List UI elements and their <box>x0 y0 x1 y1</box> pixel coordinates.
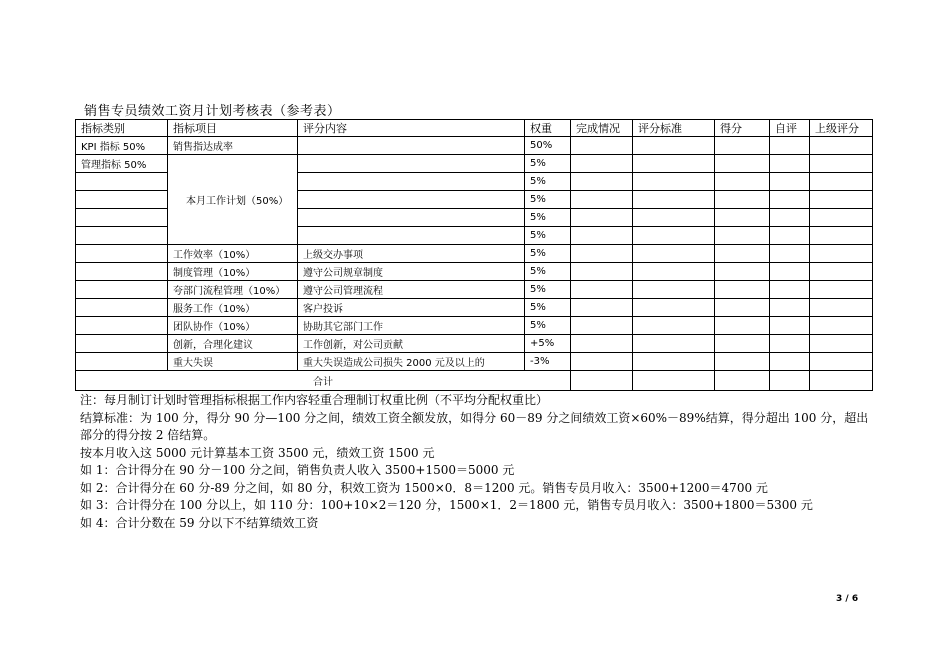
supervisor-score-cell[interactable] <box>810 299 873 317</box>
total-row <box>76 371 873 391</box>
supervisor-score-cell[interactable] <box>810 263 873 281</box>
completion-cell[interactable] <box>571 191 633 209</box>
weight-cell: 5% <box>525 209 571 227</box>
completion-cell[interactable] <box>571 299 633 317</box>
note-line: 如 3：合计得分在 100 分以上，如 110 分：100+10×2＝120 分，1500×1．2＝1800 元，销售专员月收入：3500+1800＝5300 元 <box>80 498 813 512</box>
criteria-cell[interactable] <box>633 137 715 155</box>
note-line: 如 2：合计得分在 60 分-89 分之间，如 80 分，积效工资为 1500×0．8＝1200 元。销售专员月收入：3500+1200＝4700 元 <box>80 480 768 495</box>
self-eval-cell[interactable] <box>770 299 810 317</box>
category-cell <box>76 335 168 353</box>
category-cell: KPI 指标 50% <box>76 137 168 155</box>
self-eval-cell[interactable] <box>770 209 810 227</box>
weight-cell: 5% <box>525 191 571 209</box>
self-eval-cell[interactable] <box>770 155 810 173</box>
category-cell <box>76 209 168 227</box>
score-cell[interactable] <box>715 137 770 155</box>
supervisor-score-cell[interactable] <box>810 317 873 335</box>
header-cell: 指标类别 <box>76 120 168 137</box>
supervisor-score-cell[interactable] <box>810 353 873 371</box>
note-line: 注：每月制订计划时管理指标根据工作内容轻重合理制订权重比例（不平均分配权重比） <box>80 393 549 407</box>
self-eval-cell[interactable] <box>770 371 810 391</box>
content-cell: 遵守公司管理流程 <box>298 281 525 299</box>
table-row <box>76 353 873 371</box>
total-label: 合计 <box>76 371 571 391</box>
criteria-cell[interactable] <box>633 209 715 227</box>
completion-cell[interactable] <box>571 209 633 227</box>
score-cell[interactable] <box>715 155 770 173</box>
category-cell: 管理指标 50% <box>76 155 168 173</box>
content-cell: 上级交办事项 <box>298 245 525 263</box>
supervisor-score-cell[interactable] <box>810 371 873 391</box>
weight-cell: 5% <box>525 227 571 245</box>
header-cell: 自评 <box>770 120 810 137</box>
content-cell <box>298 209 525 227</box>
self-eval-cell[interactable] <box>770 137 810 155</box>
self-eval-cell[interactable] <box>770 335 810 353</box>
score-cell[interactable] <box>715 209 770 227</box>
header-cell: 得分 <box>715 120 770 137</box>
content-cell: 工作创新，对公司贡献 <box>298 335 525 353</box>
content-cell: 客户投诉 <box>298 299 525 317</box>
supervisor-score-cell[interactable] <box>810 155 873 173</box>
weight-cell: 5% <box>525 317 571 335</box>
supervisor-score-cell[interactable] <box>810 137 873 155</box>
supervisor-score-cell[interactable] <box>810 245 873 263</box>
item-cell: 工作效率（10%） <box>168 245 298 263</box>
content-cell <box>298 137 525 155</box>
table-row <box>76 299 873 317</box>
completion-cell[interactable] <box>571 371 633 391</box>
page-number: 3 / 6 <box>836 594 859 604</box>
weight-cell: 5% <box>525 173 571 191</box>
item-cell: 服务工作（10%） <box>168 299 298 317</box>
category-cell <box>76 191 168 209</box>
item-cell: 销售指达成率 <box>168 137 298 155</box>
score-cell[interactable] <box>715 191 770 209</box>
table-row <box>76 317 873 335</box>
criteria-cell[interactable] <box>633 371 715 391</box>
completion-cell[interactable] <box>571 353 633 371</box>
score-cell[interactable] <box>715 281 770 299</box>
score-cell[interactable] <box>715 173 770 191</box>
category-cell <box>76 245 168 263</box>
completion-cell[interactable] <box>571 137 633 155</box>
table-row <box>76 155 873 173</box>
content-cell <box>298 227 525 245</box>
score-cell[interactable] <box>715 335 770 353</box>
completion-cell[interactable] <box>571 155 633 173</box>
category-cell <box>76 173 168 191</box>
completion-cell[interactable] <box>571 335 633 353</box>
supervisor-score-cell[interactable] <box>810 173 873 191</box>
criteria-cell[interactable] <box>633 317 715 335</box>
header-cell: 指标项目 <box>168 120 298 137</box>
self-eval-cell[interactable] <box>770 281 810 299</box>
content-cell <box>298 191 525 209</box>
weight-cell: 5% <box>525 155 571 173</box>
notes-section <box>80 392 880 532</box>
criteria-cell[interactable] <box>633 227 715 245</box>
item-cell-merged: 本月工作计划（50%） <box>168 155 298 245</box>
criteria-cell[interactable] <box>633 299 715 317</box>
completion-cell[interactable] <box>571 227 633 245</box>
score-cell[interactable] <box>715 317 770 335</box>
self-eval-cell[interactable] <box>770 353 810 371</box>
self-eval-cell[interactable] <box>770 263 810 281</box>
score-cell[interactable] <box>715 353 770 371</box>
criteria-cell[interactable] <box>633 281 715 299</box>
self-eval-cell[interactable] <box>770 191 810 209</box>
category-cell <box>76 317 168 335</box>
completion-cell[interactable] <box>571 173 633 191</box>
completion-cell[interactable] <box>571 263 633 281</box>
header-cell: 评分标准 <box>633 120 715 137</box>
supervisor-score-cell[interactable] <box>810 335 873 353</box>
score-cell[interactable] <box>715 299 770 317</box>
note-line: 如 1：合计得分在 90 分－100 分之间，销售负责人收入 3500+1500＝5000 元 <box>80 463 515 477</box>
item-cell: 创新，合理化建议 <box>168 335 298 353</box>
completion-cell[interactable] <box>571 245 633 263</box>
weight-cell: 5% <box>525 299 571 317</box>
weight-cell: -3% <box>525 353 571 371</box>
supervisor-score-cell[interactable] <box>810 227 873 245</box>
item-cell: 夸部门流程管理（10%） <box>168 281 298 299</box>
self-eval-cell[interactable] <box>770 245 810 263</box>
score-cell[interactable] <box>715 263 770 281</box>
criteria-cell[interactable] <box>633 173 715 191</box>
completion-cell[interactable] <box>571 281 633 299</box>
supervisor-score-cell[interactable] <box>810 191 873 209</box>
score-cell[interactable] <box>715 245 770 263</box>
criteria-cell[interactable] <box>633 353 715 371</box>
category-cell <box>76 281 168 299</box>
score-cell[interactable] <box>715 227 770 245</box>
criteria-cell[interactable] <box>633 263 715 281</box>
category-cell <box>76 353 168 371</box>
content-cell: 遵守公司规章制度 <box>298 263 525 281</box>
content-cell <box>298 155 525 173</box>
header-cell: 评分内容 <box>298 120 525 137</box>
criteria-cell[interactable] <box>633 191 715 209</box>
supervisor-score-cell[interactable] <box>810 281 873 299</box>
content-cell: 协助其它部门工作 <box>298 317 525 335</box>
criteria-cell[interactable] <box>633 155 715 173</box>
table-row <box>76 245 873 263</box>
weight-cell: 5% <box>525 263 571 281</box>
category-cell <box>76 227 168 245</box>
score-cell[interactable] <box>715 371 770 391</box>
table-row <box>76 335 873 353</box>
weight-cell: +5% <box>525 335 571 353</box>
criteria-cell[interactable] <box>633 335 715 353</box>
table-row <box>76 281 873 299</box>
note-line: 如 4：合计分数在 59 分以下不结算绩效工资 <box>80 515 319 530</box>
item-cell: 团队协作（10%） <box>168 317 298 335</box>
header-cell: 上级评分 <box>810 120 873 137</box>
weight-cell: 50% <box>525 137 571 155</box>
page-title: 销售专员绩效工资月计划考核表（参考表） <box>84 104 341 119</box>
content-cell <box>298 173 525 191</box>
note-line: 按本月收入这 5000 元计算基本工资 3500 元，绩效工资 1500 元 <box>80 445 435 460</box>
header-cell: 完成情况 <box>571 120 633 137</box>
header-cell: 权重 <box>525 120 571 137</box>
supervisor-score-cell[interactable] <box>810 209 873 227</box>
category-cell <box>76 263 168 281</box>
table-header-row <box>76 120 873 137</box>
self-eval-cell[interactable] <box>770 227 810 245</box>
table-row <box>76 137 873 155</box>
criteria-cell[interactable] <box>633 245 715 263</box>
weight-cell: 5% <box>525 245 571 263</box>
note-line: 结算标准：为 100 分，得分 90 分—100 分之间，绩效工资全额发放，如得分 60－89 分之间绩效工资×60%－89%结算，得分超出 100 分，超出部分的得分按 2 倍结算。 <box>80 410 869 442</box>
self-eval-cell[interactable] <box>770 173 810 191</box>
appraisal-table <box>75 119 873 391</box>
category-cell <box>76 299 168 317</box>
content-cell: 重大失误造成公司损失 2000 元及以上的 <box>298 353 525 371</box>
item-cell: 制度管理（10%） <box>168 263 298 281</box>
item-cell: 重大失误 <box>168 353 298 371</box>
completion-cell[interactable] <box>571 317 633 335</box>
self-eval-cell[interactable] <box>770 317 810 335</box>
weight-cell: 5% <box>525 281 571 299</box>
table-row <box>76 263 873 281</box>
